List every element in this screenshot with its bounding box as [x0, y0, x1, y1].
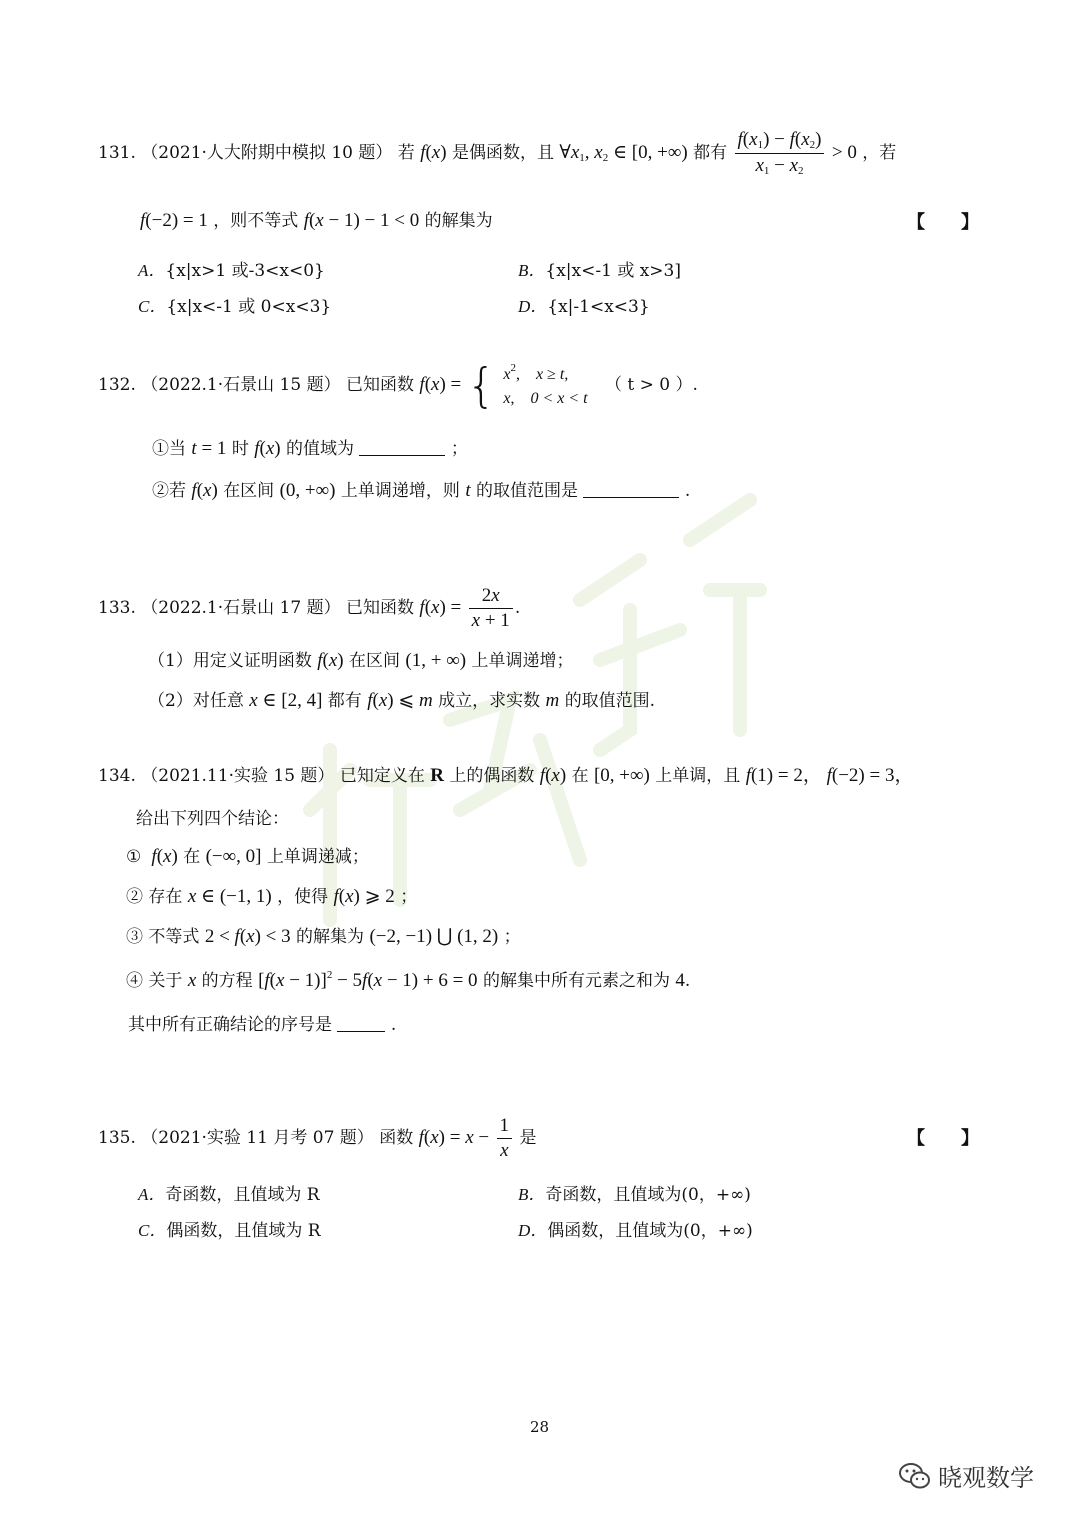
- math-fraction: $\frac{2x}{x + 1}$: [469, 584, 513, 633]
- q134-conclusion-3: [126, 922, 521, 948]
- option-text: {x|x>1 或-3<x<0}: [165, 261, 325, 281]
- q134-text: 上单调递减；: [266, 847, 369, 867]
- q134-final: [128, 1010, 396, 1035]
- math-union: (−2, −1) ⋃ (1, 2): [369, 926, 499, 947]
- option-text: {x|x<-1 或 x>3]: [545, 261, 682, 281]
- q133-line1: 133. （2022.1·石景山 17 题） 已知函数 f(x) = $\frac{2x}{x + 1}$ .: [98, 585, 521, 631]
- math-fx: f(x): [151, 846, 178, 867]
- q134-text: 其中所有正确结论的序号是: [128, 1015, 332, 1035]
- answer-blank[interactable]: [359, 439, 445, 456]
- math-t: t: [465, 480, 471, 501]
- q135-number: 135.: [98, 1127, 136, 1148]
- math-fx: f(x) =: [419, 596, 462, 618]
- q131-text: 若: [397, 142, 415, 163]
- q134-text: ①: [126, 847, 142, 867]
- option-d[interactable]: [518, 292, 650, 317]
- answer-blank[interactable]: [337, 1015, 385, 1032]
- case-1: x ≥ t,: [535, 366, 569, 383]
- q131-line2: [140, 206, 493, 232]
- brand-footer: [898, 1458, 1034, 1493]
- q132-text: ②若: [152, 481, 186, 501]
- math-equation: $[f(x - 1)]^2 - 5f(x - 1) + 6 = 0$: [258, 969, 478, 991]
- option-a[interactable]: [138, 256, 325, 281]
- q135-text: 函数: [379, 1127, 414, 1148]
- math-m: m: [545, 690, 560, 711]
- q132-text: ；: [450, 439, 468, 459]
- q132-source: （2022.1·石景山 15 题）: [141, 375, 341, 395]
- option-b[interactable]: [518, 1180, 751, 1205]
- option-text: 偶函数，且值域为(0，+∞): [547, 1221, 753, 1241]
- option-label: C．: [138, 297, 167, 316]
- q132-text: ①当: [152, 439, 186, 459]
- option-label: D．: [518, 297, 548, 316]
- page-number: 28: [530, 1418, 550, 1436]
- q131-text: ，若: [862, 142, 897, 163]
- q134-text: ③ 不等式: [126, 927, 200, 947]
- q134-text: 的解集中所有元素之和为: [482, 971, 670, 991]
- math-domain: x ∈ [2, 4]: [249, 690, 323, 711]
- math-fraction: $\frac{f(x_1) - f(x_2)}{x_1 - x_2}$: [735, 128, 825, 179]
- q134-text: ② 存在: [126, 887, 183, 907]
- q134-text: ；: [503, 927, 521, 947]
- q133-text: （1）用定义证明函数: [148, 651, 312, 671]
- q134-text: 的方程: [201, 971, 253, 991]
- math-fx: f(x): [539, 765, 567, 786]
- q133-text: 已知函数: [346, 597, 414, 618]
- q134-number: 134.: [98, 766, 136, 786]
- q132-text: 的取值范围是: [476, 481, 579, 501]
- q133-text: 在区间: [349, 651, 401, 671]
- q133-text: 的取值范围.: [564, 691, 656, 711]
- math-ineq: 2 < f(x) < 3: [204, 926, 291, 947]
- option-label: C．: [138, 1221, 167, 1240]
- math-t1: t = 1: [191, 438, 227, 459]
- math-interval: (0, +∞): [279, 480, 336, 501]
- q132-condition: （ t > 0 ）.: [605, 375, 698, 395]
- math-cases: $x^2$, x ≥ t, x, 0 < x < t: [503, 362, 588, 407]
- q134-text: 已知定义在: [339, 766, 425, 786]
- q134-text: .: [684, 971, 691, 991]
- math-interval: (−∞, 0]: [205, 846, 262, 867]
- option-label: A．: [138, 261, 166, 280]
- math-gt0: > 0: [831, 141, 857, 163]
- math-ineq: f(x) ⩾ 2: [333, 886, 395, 907]
- q131-text: 都有: [693, 142, 728, 163]
- math-fx: f(x) = x −: [418, 1126, 490, 1148]
- math-fx: f(x): [317, 650, 344, 671]
- q132-text: 上单调递增，则: [340, 481, 460, 501]
- q131-text: ，则不等式: [213, 211, 299, 231]
- q135-source: （2021·实验 11 月考 07 题）: [141, 1127, 374, 1148]
- q132-sub1: [152, 434, 468, 460]
- option-text: 奇函数，且值域为 R: [165, 1185, 320, 1205]
- math-interval: [0, +∞): [593, 765, 650, 786]
- q132-text: .: [684, 481, 691, 501]
- option-text: {x|-1<x<3}: [547, 297, 650, 317]
- option-text: {x|x<-1 或 0<x<3}: [166, 297, 332, 317]
- math-fraction: $\frac{1}{x}$: [497, 1114, 513, 1163]
- q131-number: 131.: [98, 142, 136, 163]
- q134-conclusion-1: [126, 842, 369, 868]
- q134-line1: [98, 760, 913, 787]
- option-label: A．: [138, 1185, 166, 1204]
- q133-part2: [148, 686, 655, 712]
- q133-text: （2）对任意: [148, 691, 244, 711]
- q131-text: 的解集为: [424, 211, 493, 231]
- answer-bracket: 【 】: [907, 1128, 979, 1149]
- option-a[interactable]: [138, 1180, 320, 1205]
- q134-text: 在: [183, 847, 201, 867]
- q132-line1: [98, 360, 698, 411]
- q132-text: 已知函数: [346, 375, 414, 395]
- math-ineq: f(x − 1) − 1 < 0: [303, 210, 420, 231]
- option-d[interactable]: [518, 1216, 753, 1241]
- math-4: 4: [675, 970, 685, 991]
- q134-text: ，使得: [277, 887, 329, 907]
- q134-text: ；: [400, 887, 418, 907]
- q132-number: 132.: [98, 375, 136, 395]
- q132-text: 时: [231, 439, 249, 459]
- q131-source: （2021·人大附期中模拟 10 题）: [141, 142, 393, 163]
- q133-number: 133.: [98, 597, 136, 618]
- wechat-icon: [898, 1461, 932, 1491]
- q132-text: 在区间: [223, 481, 275, 501]
- q134-text: .: [390, 1015, 397, 1035]
- option-text: 奇函数，且值域为(0，+∞): [545, 1185, 751, 1205]
- math-fx: f(x): [191, 480, 218, 501]
- option-c[interactable]: [138, 292, 331, 317]
- q134-conclusion-2: [126, 882, 417, 908]
- q133-text: 上单调递增；: [471, 651, 574, 671]
- q133-text: 成立，求实数: [438, 691, 541, 711]
- answer-blank[interactable]: [583, 481, 679, 498]
- math-interval: (1, + ∞): [405, 650, 467, 671]
- q133-text: 都有: [327, 691, 362, 711]
- math-fx: f(x): [420, 141, 447, 163]
- q131-line1: [98, 128, 896, 179]
- math-fx: f(x): [254, 438, 281, 459]
- math-f-2: f(−2) = 1: [140, 210, 208, 231]
- q134-conclusion-4: [126, 966, 690, 992]
- math-brace: {: [466, 358, 496, 413]
- option-c[interactable]: [138, 1216, 321, 1241]
- case-2: 0 < x < t: [530, 390, 588, 407]
- q135-text: 是: [519, 1127, 537, 1148]
- q134-line2: 给出下列四个结论：: [136, 809, 289, 829]
- math-fx: f(x) =: [419, 374, 462, 395]
- q134-text: 的解集为: [296, 927, 365, 947]
- q132-text: 的值域为: [286, 439, 354, 459]
- answer-bracket: 【 】: [907, 212, 979, 233]
- math-domain: x ∈ (−1, 1): [187, 886, 272, 907]
- option-b[interactable]: [518, 256, 681, 281]
- option-label: B．: [518, 261, 546, 280]
- q133-source: （2022.1·石景山 17 题）: [141, 597, 341, 618]
- q132-sub2: [152, 476, 690, 502]
- q134-text: 上的偶函数: [449, 766, 535, 786]
- brand-name: 晓观数学: [938, 1464, 1034, 1492]
- q133-part1: [148, 646, 574, 672]
- q134-source: （2021.11·实验 15 题）: [141, 766, 335, 786]
- q134-text: ④ 关于: [126, 971, 183, 991]
- option-label: D．: [518, 1221, 548, 1240]
- q134-text: 在: [571, 766, 589, 786]
- math-x: x: [187, 970, 197, 991]
- math-ineq: f(x) ⩽ m: [367, 690, 433, 711]
- math-forall: $\forall x_1$, $x_2$ ∈ [0, +∞): [559, 141, 688, 164]
- q135-line1: [98, 1114, 536, 1163]
- math-values: f(1) = 2， f(−2) = 3，: [745, 765, 914, 786]
- option-label: B．: [518, 1185, 546, 1204]
- q134-text: 上单调，且: [655, 766, 741, 786]
- q131-text: 是偶函数，且: [451, 142, 554, 163]
- math-R: R: [430, 765, 444, 786]
- option-text: 偶函数，且值域为 R: [166, 1221, 321, 1241]
